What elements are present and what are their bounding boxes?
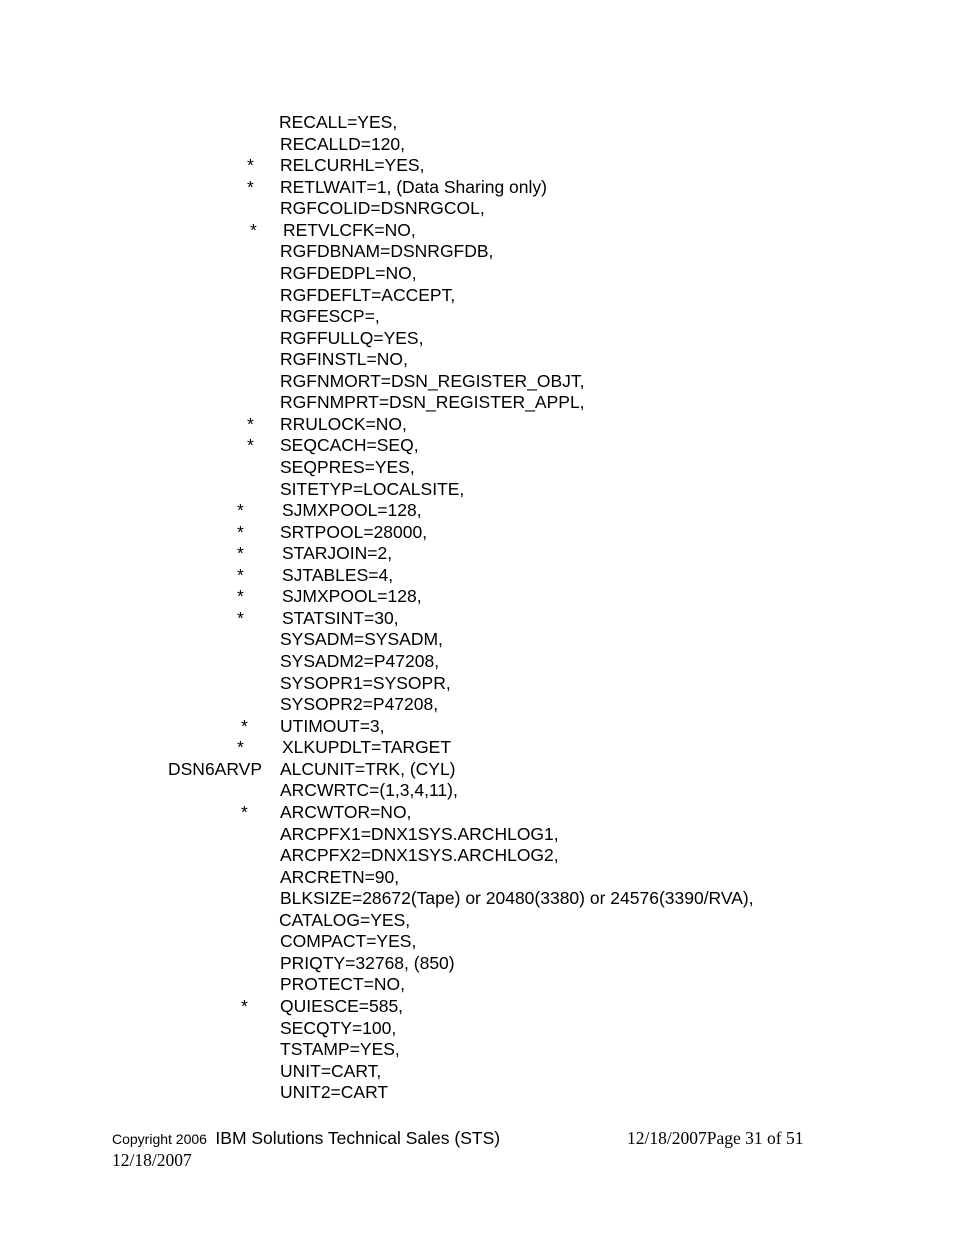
parameter-text: SYSADM=SYSADM, xyxy=(280,629,443,650)
code-line xyxy=(0,155,954,176)
code-line xyxy=(0,328,954,349)
asterisk-marker: * xyxy=(237,500,244,521)
parameter-text: SRTPOOL=28000, xyxy=(280,521,428,542)
code-line xyxy=(0,974,954,995)
parameter-text: ARCPFX1=DNX1SYS.ARCHLOG1, xyxy=(280,823,559,844)
parameter-text: PROTECT=NO, xyxy=(280,974,405,995)
parameter-text: RECALL=YES, xyxy=(279,112,398,132)
code-line xyxy=(0,241,954,262)
code-line xyxy=(0,392,954,413)
parameter-text: ARCWRTC=(1,3,4,11), xyxy=(280,780,458,801)
parameter-text: ARCPFX2=DNX1SYS.ARCHLOG2, xyxy=(280,845,559,865)
code-line xyxy=(0,1082,954,1103)
code-line xyxy=(0,435,954,456)
code-line xyxy=(0,263,954,284)
asterisk-marker: * xyxy=(241,715,248,736)
asterisk-marker: * xyxy=(247,413,254,434)
asterisk-marker: * xyxy=(241,801,248,822)
parameter-text: SEQCACH=SEQ, xyxy=(280,435,419,456)
parameter-text: SITETYP=LOCALSITE, xyxy=(280,478,465,499)
parameter-text: PRIQTY=32768, (850) xyxy=(280,952,455,973)
code-line xyxy=(0,220,954,241)
parameter-text: STATSINT=30, xyxy=(282,607,399,628)
parameter-text: RGFNMORT=DSN_REGISTER_OBJT, xyxy=(280,370,585,391)
asterisk-marker: * xyxy=(237,586,244,607)
code-line xyxy=(0,888,954,909)
asterisk-marker: * xyxy=(237,543,244,564)
parameter-text: RGFDBNAM=DSNRGFDB, xyxy=(280,241,494,262)
parameter-text: SJMXPOOL=128, xyxy=(282,586,422,607)
code-line xyxy=(0,500,954,521)
parameter-text: RGFESCP=, xyxy=(280,306,380,326)
parameter-text: SJMXPOOL=128, xyxy=(282,500,422,521)
parameter-text: UTIMOUT=3, xyxy=(280,715,385,736)
parameter-text: SYSADM2=P47208, xyxy=(280,651,440,671)
asterisk-marker: * xyxy=(247,435,254,456)
code-line xyxy=(0,349,954,370)
code-line xyxy=(0,112,954,133)
parameter-text: RGFDEDPL=NO, xyxy=(280,262,417,283)
code-line xyxy=(0,953,954,974)
parameter-text: RELCURHL=YES, xyxy=(280,155,425,176)
code-line xyxy=(0,931,954,952)
code-line xyxy=(0,1018,954,1039)
parameter-text: SECQTY=100, xyxy=(280,1017,397,1038)
parameter-text: COMPACT=YES, xyxy=(280,931,417,952)
asterisk-marker: * xyxy=(247,155,254,176)
parameter-text: ALCUNIT=TRK, (CYL) xyxy=(280,758,456,779)
code-line xyxy=(0,306,954,327)
parameter-text: RGFFULLQ=YES, xyxy=(280,327,424,348)
parameter-text: CATALOG=YES, xyxy=(279,909,411,930)
parameter-text: RRULOCK=NO, xyxy=(280,413,407,434)
code-line xyxy=(0,651,954,672)
code-line xyxy=(0,198,954,219)
code-line xyxy=(0,780,954,801)
parameter-text: ARCRETN=90, xyxy=(280,866,400,887)
code-line xyxy=(0,824,954,845)
asterisk-marker: * xyxy=(237,521,244,542)
code-line xyxy=(0,1061,954,1082)
parameter-text: XLKUPDLT=TARGET xyxy=(282,737,452,758)
parameter-text: QUIESCE=585, xyxy=(280,996,404,1016)
code-line xyxy=(0,608,954,629)
code-line xyxy=(0,737,954,758)
asterisk-marker: * xyxy=(250,219,257,240)
organization-text: IBM Solutions Technical Sales (STS) xyxy=(215,1128,501,1148)
code-line xyxy=(0,543,954,564)
footer-copyright xyxy=(112,1128,500,1149)
code-line xyxy=(0,177,954,198)
code-line xyxy=(0,522,954,543)
code-line xyxy=(0,371,954,392)
parameter-text: SYSOPR2=P47208, xyxy=(280,694,439,715)
code-line xyxy=(0,457,954,478)
parameter-text: RGFCOLID=DSNRGCOL, xyxy=(280,198,485,219)
code-line xyxy=(0,802,954,823)
parameter-text: SYSOPR1=SYSOPR, xyxy=(280,672,451,693)
asterisk-marker: * xyxy=(247,176,254,197)
parameter-text: RETVLCFK=NO, xyxy=(283,219,416,240)
parameter-text: RECALLD=120, xyxy=(280,133,406,154)
code-line xyxy=(0,910,954,931)
parameter-text: RGFINSTL=NO, xyxy=(280,349,408,370)
parameter-text: RGFDEFLT=ACCEPT, xyxy=(280,284,456,305)
code-line xyxy=(0,694,954,715)
asterisk-marker: * xyxy=(237,564,244,585)
asterisk-marker: * xyxy=(241,996,248,1016)
code-line xyxy=(0,629,954,650)
code-line xyxy=(0,479,954,500)
code-line xyxy=(0,414,954,435)
code-line xyxy=(0,996,954,1017)
macro-label: DSN6ARVP xyxy=(168,758,263,779)
code-line xyxy=(0,845,954,866)
code-line xyxy=(0,673,954,694)
parameter-text: SEQPRES=YES, xyxy=(280,457,415,477)
code-line xyxy=(0,134,954,155)
code-line xyxy=(0,565,954,586)
code-line xyxy=(0,1039,954,1060)
footer-date-page: 12/18/2007Page 31 of 51 xyxy=(627,1128,804,1148)
parameter-text: ARCWTOR=NO, xyxy=(280,801,412,822)
code-line xyxy=(0,716,954,737)
footer-date: 12/18/2007 xyxy=(112,1150,192,1170)
copyright-text: Copyright 2006 xyxy=(112,1131,207,1147)
parameter-text: UNIT2=CART xyxy=(280,1082,389,1103)
code-line xyxy=(0,759,954,780)
parameter-text: UNIT=CART, xyxy=(280,1060,382,1081)
parameter-text: RETLWAIT=1, (Data Sharing only) xyxy=(280,176,547,197)
parameter-text: TSTAMP=YES, xyxy=(280,1039,400,1060)
parameter-text: SJTABLES=4, xyxy=(282,564,394,585)
code-line xyxy=(0,285,954,306)
parameter-text: BLKSIZE=28672(Tape) or 20480(3380) or 24576(3390/RVA), xyxy=(280,888,754,909)
parameter-text: STARJOIN=2, xyxy=(282,543,393,564)
asterisk-marker: * xyxy=(237,607,244,628)
code-line xyxy=(0,867,954,888)
parameter-text: RGFNMPRT=DSN_REGISTER_APPL, xyxy=(280,392,585,413)
asterisk-marker: * xyxy=(237,737,244,758)
code-line xyxy=(0,586,954,607)
